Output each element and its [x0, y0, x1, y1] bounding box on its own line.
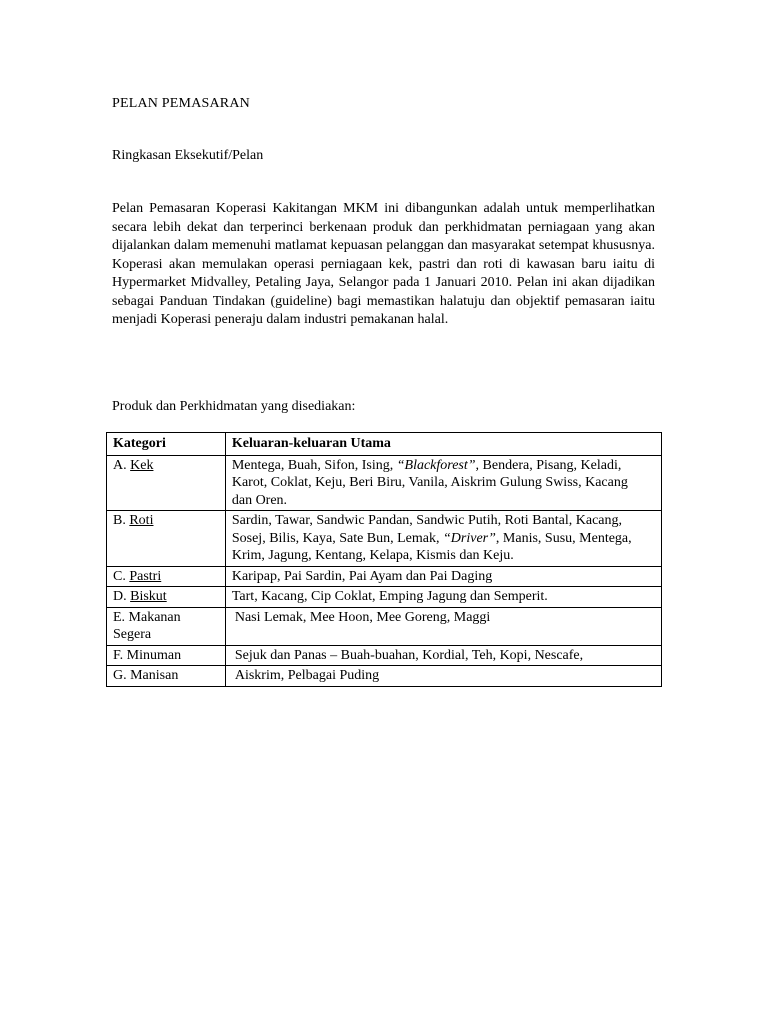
items-cell: Tart, Kacang, Cip Coklat, Emping Jagung dan Semperit. [225, 587, 661, 608]
items-text: , Manis, Susu, Mentega, [495, 530, 632, 546]
items-text: Krim, Jagung, Kentang, Kelapa, Kismis dan Keju. [231, 548, 514, 563]
table-header-row [107, 433, 662, 456]
table-caption: Produk dan Perkhidmatan yang disediakan: [112, 399, 356, 414]
category-name: Roti [129, 513, 154, 528]
category-prefix: B. [113, 513, 130, 528]
items-italic: “Driver” [443, 530, 496, 546]
items-cell: Aiskrim, Pelbagai Puding [225, 666, 661, 687]
summary-paragraph: Pelan Pemasaran Koperasi Kakitangan MKM ini dibangunkan adalah untuk memperlihatkan secara lebih dekat dan terperinci berkenaan produk dan perkhidmatan perniagaan yang akan dijalankan dalam memenuhi matlamat kepuasan pelanggan dan masyarakat setempat khususnya. Koperasi akan memulakan operasi perniagaan kek, pastri dan roti di kawasan baru iaitu di Hypermarket Midvalley, Petaling Jaya, Selangor pada 1 Januari 2010. Pelan ini akan dijadikan sebagai Panduan Tindakan (guideline) bagi memastikan halatuju dan objektif pemasaran iaitu menjadi Koperasi peneraju dalam industri pemakanan halal. [112, 201, 655, 327]
category-name: Pastri [129, 568, 162, 584]
category-prefix: C. [113, 568, 130, 584]
items-cell: Nasi Lemak, Mee Hoon, Mee Goreng, Maggi [225, 607, 661, 645]
table-row [107, 607, 662, 645]
items-cell: Karipap, Pai Sardin, Pai Ayam dan Pai Daging [225, 566, 661, 587]
table-row [107, 587, 662, 608]
items-text: Sardin, Tawar, Sandwic Pandan, Sandwic Putih, Roti Bantal, Kacang, [231, 513, 622, 528]
table-row [107, 666, 662, 687]
items-text: dan Oren. [231, 492, 288, 508]
document-title: PELAN PEMASARAN [112, 96, 250, 111]
category-prefix: D. [113, 589, 131, 604]
category-cell [107, 455, 226, 511]
category-prefix: A. [113, 457, 131, 473]
category-cell [107, 566, 226, 587]
header-keluaran: Keluaran-keluaran Utama [225, 433, 661, 456]
items-italic: “Blackforest”, [396, 457, 480, 473]
items-text: Bendera, Pisang, Keladi, [479, 457, 622, 473]
category-cell [107, 511, 226, 567]
category-cell [107, 587, 226, 608]
table-row [107, 566, 662, 587]
category-cell: E. Makanan Segera [107, 607, 226, 645]
items-cell [225, 455, 661, 511]
table-row [107, 645, 662, 666]
items-text: Sosej, Bilis, Kaya, Sate Bun, Lemak, [231, 530, 444, 546]
category-name: Biskut [130, 589, 167, 604]
items-text: Mentega, Buah, Sifon, Ising, [231, 457, 397, 473]
items-cell [225, 511, 661, 567]
products-table [106, 432, 662, 687]
category-name: Kek [130, 457, 154, 473]
section-heading: Ringkasan Eksekutif/Pelan [112, 148, 264, 163]
category-cell: G. Manisan [107, 666, 226, 687]
table-row [107, 511, 662, 567]
table-row [107, 455, 662, 511]
items-text: Karot, Coklat, Keju, Beri Biru, Vanila, Aiskrim Gulung Swiss, Kacang [231, 475, 628, 490]
items-cell: Sejuk dan Panas – Buah-buahan, Kordial, Teh, Kopi, Nescafe, [225, 645, 661, 666]
header-kategori: Kategori [107, 433, 226, 456]
category-cell: F. Minuman [107, 645, 226, 666]
